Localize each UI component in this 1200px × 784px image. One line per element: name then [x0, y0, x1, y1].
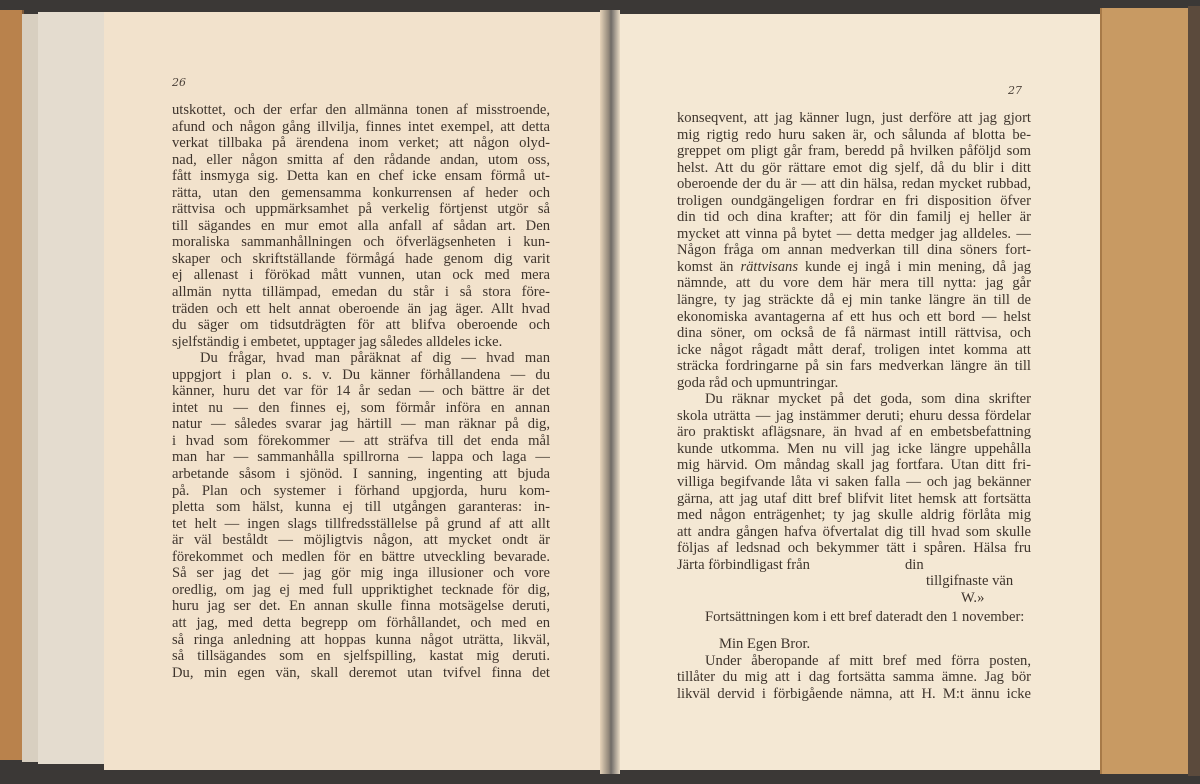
- text-line: utskottet, och der erfar den allmänna tonen af misstroende,: [172, 102, 550, 118]
- text-line: [677, 259, 1031, 276]
- text-line: äro praktiskt aflägsnare, än hvad af en embetsbefattning: [677, 424, 1031, 441]
- text-line: verkat tillbaka på ärendena inom verket; att någon olyd-: [172, 135, 550, 152]
- closing-din: din: [905, 556, 924, 573]
- text-line: skola uträtta — jag instämmer deruti; ehuru dessa fördelar: [677, 407, 1031, 424]
- text-line: dina söner, om också de få närmast intill rättvisa, och: [677, 325, 1031, 342]
- right-page-text: [677, 110, 1031, 702]
- text-line: arbetande såsom i sjönöd. I sanning, ingenting att bjuda: [172, 466, 550, 483]
- text-line: afund och någon gång illvilja, finnes intet exempel, att detta: [172, 118, 550, 135]
- text-line: likväl dervid i förbigående nämna, att H. M:t ännu icke: [677, 685, 1031, 702]
- text-line: goda råd och upmuntringar.: [677, 374, 839, 391]
- text-line: Du, min egen vän, skall deremot utan tvifvel finna det: [172, 664, 550, 681]
- text-line: man har — sammanhålla spillrorna — lappa och laga —: [172, 449, 550, 466]
- text-line: troligen oundgängeligen fordrar en fri disposition öfver: [677, 192, 1031, 209]
- salutation: Min Egen Bror.: [719, 635, 811, 652]
- text-line: Så ser jag det — jag gör mig inga illusioner och vore: [172, 565, 550, 582]
- text-line: tet helt — ingen slags tillfredsställelse på grund af att allt: [172, 515, 550, 532]
- text-line: i hvad som förekommer — att sträfva till det enda mål: [172, 432, 550, 449]
- text-line: med någon enträgenhet; ty jag skulle aldrig förlåta mig: [677, 507, 1031, 524]
- left-page-text: [172, 102, 550, 681]
- text-line: känner, huru det var för 14 år sedan — och bättre är det: [172, 383, 550, 400]
- closing-from: Järta förbindligast från: [677, 556, 810, 573]
- page-number-right: 27: [1008, 84, 1022, 97]
- text-line: träden och ett helt annat oberoende än jag äger. Allt hvad: [172, 300, 550, 317]
- text-line: Någon fråga om annan medverkan till dina söners fort-: [677, 242, 1031, 259]
- text-line: nämnde, att du vore dem här mera till nytta: jag går: [677, 275, 1031, 292]
- text-line: pletta som hälst, kunna ej till utgången garanteras: in-: [172, 499, 550, 516]
- text-line: fått insmyga sig. Detta kan en chef icke ensam förmå ut-: [172, 168, 550, 185]
- page-edges-left: [22, 14, 39, 762]
- text-line: mig härvid. Om måndag skall jag fortfara. Utan ditt fri-: [677, 457, 1031, 474]
- text-line: nad, eller någon smitta af den rådande andan, utom oss,: [172, 151, 550, 168]
- letter-paragraph: [677, 653, 1031, 703]
- text-line: sjelfständig i embetet, upptager jag således alldeles icke.: [172, 333, 503, 350]
- text-line: gärna, att jag utaf ditt bref blifvit litet hemsk att fortsätta: [677, 490, 1031, 507]
- right-paragraphs: [677, 110, 1031, 557]
- text-line: förekommet och medlen för en bättre utveckling bevarade.: [172, 548, 550, 565]
- text-line: skaper och skriftställande förmågá hade genom dig varit: [172, 250, 550, 267]
- page-number-left: 26: [172, 76, 186, 89]
- book-gutter: [600, 10, 620, 774]
- text-line: att andra gången hafva öfvertalat dig till hvad som skulle: [677, 523, 1031, 540]
- text-line: helst. Att du gör rättare emot dig sjelf, då du blir i ditt: [677, 159, 1031, 176]
- text-line: din tid och dina krafter; att för din familj ej heller är: [677, 209, 1031, 226]
- text-line: allmän nytta tillämpad, emedan du står i så stora före-: [172, 284, 550, 301]
- text-line: sträcka fordringarne på sin fars medverkan längre än till: [677, 358, 1031, 375]
- text-line: konseqvent, att jag känner lugn, just derföre att jag gjort: [677, 110, 1031, 126]
- text-line: ej allenast i förökad mått vunnen, utan ock med mera: [172, 267, 550, 284]
- italic-word: rättvisans: [740, 258, 799, 275]
- text-line: oberoende der du är — att din hälsa, redan mycket rubbad,: [677, 176, 1031, 193]
- text-line: Du räknar mycket på det goda, som dina skrifter: [705, 391, 1031, 408]
- text-line: rättvisa och uppmärksamhet på verkelig förtjenst utgör så: [172, 201, 550, 218]
- text-line: mycket att vinna på bytet — detta medger jag alldeles. —: [677, 225, 1031, 242]
- text-line: huru jag ser det. En annan skulle finna motsägelse deruti,: [172, 598, 550, 615]
- text-line: tillåter du mig att i dag fortsätta samma ämne. Jag bör: [677, 669, 1031, 686]
- text-line: till sägandes en mur emot alla anfall af sådan art. Den: [172, 217, 550, 234]
- text-line: du säger om tidsutdrägten för att blifva oberoende och: [172, 317, 550, 334]
- text-line: intet nu — den finnes ej, som förmår införa en annan: [172, 399, 550, 416]
- book-cover-right-edge: [1188, 6, 1200, 776]
- text-line: villiga begifvande låta vi saken falla — och jag bekänner: [677, 474, 1031, 491]
- text-line: natur — således svarar jag härtill — man räknar på dig,: [172, 416, 550, 433]
- text-line: ekonomiska avantagerna af ett hus och ett bord — helst: [677, 308, 1031, 325]
- text-line: Under åberopande af mitt bref med förra posten,: [705, 652, 1031, 669]
- page-stack-left: [38, 12, 105, 764]
- signature: W.»: [961, 589, 985, 606]
- closing-line: [677, 557, 1031, 574]
- text-line: på. Plan och systemer i förhand upgjorda, huru kom-: [172, 482, 550, 499]
- text-line: icke något rågadt mått deraf, troligen intet komma att: [677, 341, 1031, 358]
- text-line: följas af ledsnad och bekymmer tätt i spåren. Hälsa fru: [677, 540, 1031, 557]
- text-segment: komst än: [677, 258, 741, 275]
- text-line: längre, ty jag sträckte då ej min tanke längre än till de: [677, 292, 1031, 309]
- text-line: så ringa anledning att hoppas kunna något uträtta, likväl,: [172, 631, 550, 648]
- text-line: oredlig, om jag ej med full uppriktighet tecknade för dig,: [172, 581, 550, 598]
- book-cover-left: [0, 10, 24, 760]
- text-line: Du frågar, hvad man påräknat af dig — hvad man: [200, 350, 550, 367]
- text-line: greppet om pligt går fram, beredd på hvilken påföljd som: [677, 143, 1031, 160]
- text-line: så tillsägandes som en sjelfspilling, kastat mig deruti.: [172, 648, 550, 665]
- text-segment: kunde ej ingå i min mening, då jag: [798, 258, 1031, 275]
- text-line: kunde utkomma. Men nu vill jag icke längre uppehålla: [677, 440, 1031, 457]
- book-cover-right: [1100, 8, 1192, 774]
- spacer: [677, 626, 1031, 630]
- text-line: moraliska sammanhållningen och öfverlägsenheten i kun-: [172, 234, 550, 251]
- text-line: uppgjort i plan o. s. v. Du känner förhållandena — du: [172, 366, 550, 383]
- signoff: tillgifnaste vän: [926, 573, 1014, 590]
- editor-note: Fortsättningen kom i ett bref dateradt den 1 november:: [705, 609, 1025, 626]
- text-line: är väl beståldt — möjligtvis någon, att mycket ondt är: [172, 532, 550, 549]
- text-line: rätta, utan den gemensamma konkurrensen af heder och: [172, 184, 550, 201]
- text-line: att jag, med detta begrepp om förhållandet, och med en: [172, 614, 550, 631]
- text-line: mig rigtig redo huru saken är, och sålunda af blotta be-: [677, 126, 1031, 143]
